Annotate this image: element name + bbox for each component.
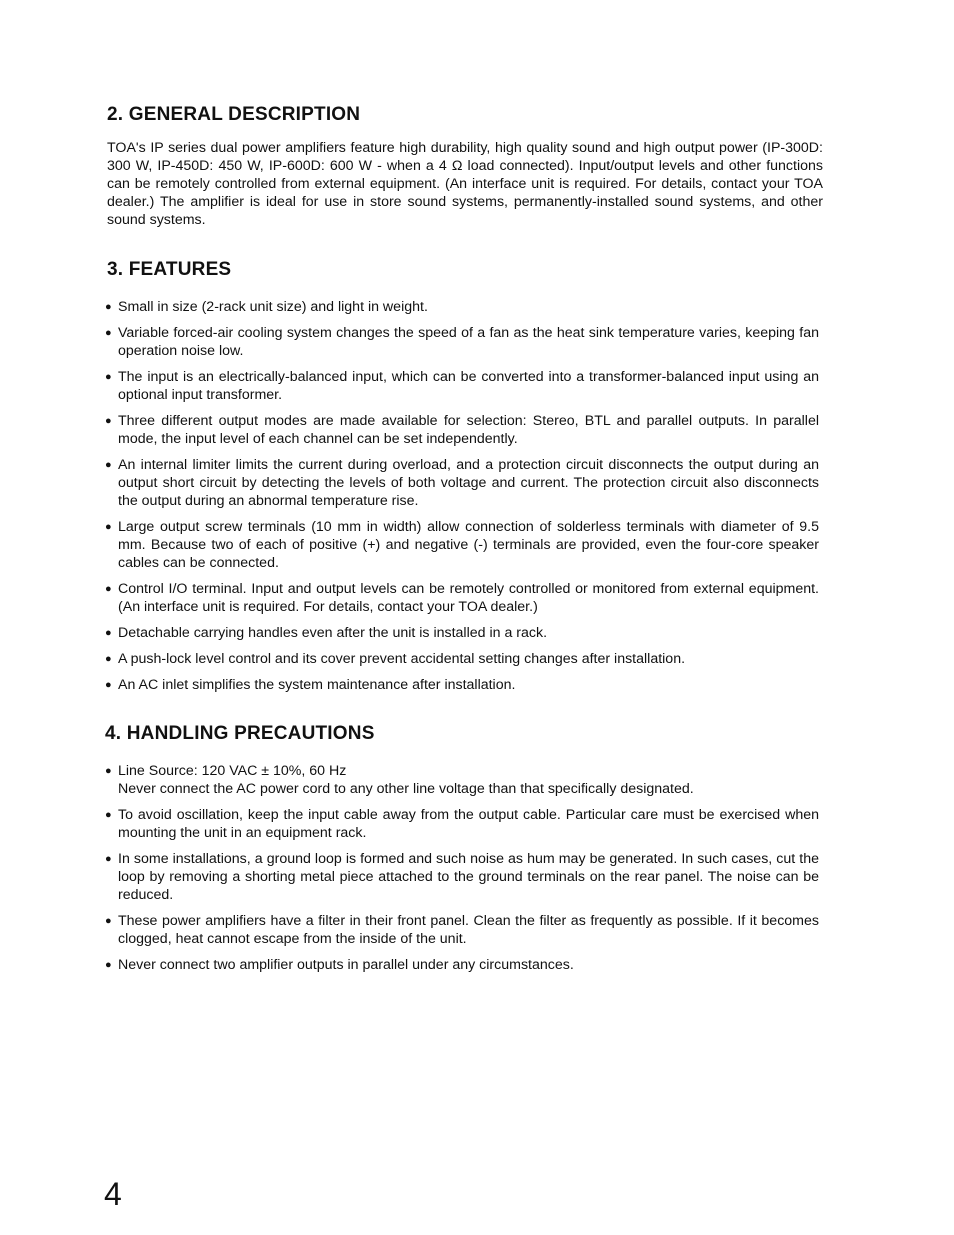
list-item-text: The input is an electrically-balanced input, which can be converted into a transformer-balanced input using an optional input transformer. [118, 369, 819, 403]
list-item [105, 956, 819, 974]
bullet-icon: ● [105, 301, 112, 313]
list-item-text: Three different output modes are made available for selection: Stereo, BTL and parallel outputs. In parallel mode, the input level of each channel can be set independently. [118, 413, 819, 447]
bullet-icon: ● [105, 853, 112, 865]
page-number: 4 [104, 1176, 122, 1212]
list-item-text: Control I/O terminal. Input and output levels can be remotely controlled or monitored from external equipment. (An interface unit is required. For details, contact your TOA dealer.) [118, 581, 819, 615]
list-item [105, 624, 819, 642]
list-item-text: Large output screw terminals (10 mm in width) allow connection of solderless terminals with diameter of 9.5 mm. Because two of each of positive (+) and negative (-) terminals are provided, even the four-core speaker cables can be connected. [118, 519, 819, 571]
bullet-icon: ● [105, 679, 112, 691]
bullet-icon: ● [105, 459, 112, 471]
bullet-icon: ● [105, 521, 112, 533]
section-heading-handling-precautions: 4. HANDLING PRECAUTIONS [105, 723, 375, 744]
list-item [105, 368, 819, 404]
list-item-text: Line Source: 120 VAC ± 10%, 60 Hz [118, 763, 347, 779]
section-heading-features: 3. FEATURES [107, 259, 232, 280]
list-item-note: Never connect the AC power cord to any other line voltage than that specifically designated. [118, 781, 694, 797]
list-item-text: To avoid oscillation, keep the input cable away from the output cable. Particular care must be exercised when mounting the unit in an equipment rack. [118, 807, 819, 841]
list-item [105, 650, 819, 668]
list-item-text: An internal limiter limits the current during overload, and a protection circuit disconnects the output during an output short circuit by detecting the levels of both voltage and current. The protection circuit also disconnects the output during an abnormal temperature rise. [118, 457, 819, 509]
list-item [105, 676, 819, 694]
list-item [105, 298, 819, 316]
list-item [105, 518, 819, 572]
list-item [105, 850, 819, 904]
list-item [105, 324, 819, 360]
list-item-text: An AC inlet simplifies the system maintenance after installation. [118, 677, 516, 693]
bullet-icon: ● [105, 415, 112, 427]
list-item-text: These power amplifiers have a filter in their front panel. Clean the filter as frequently as possible. If it becomes clogged, heat cannot escape from the inside of the unit. [118, 913, 819, 947]
section-heading-general-description: 2. GENERAL DESCRIPTION [107, 104, 361, 125]
list-item-text: In some installations, a ground loop is formed and such noise as hum may be generated. In such cases, cut the loop by removing a shorting metal piece attached to the ground terminals on the rear panel. The noise can be reduced. [118, 851, 819, 903]
list-item [105, 912, 819, 948]
list-item [105, 412, 819, 448]
bullet-icon: ● [105, 627, 112, 639]
features-list [105, 298, 819, 702]
list-item-text: A push-lock level control and its cover prevent accidental setting changes after installation. [118, 651, 686, 667]
list-item [105, 580, 819, 616]
bullet-icon: ● [105, 327, 112, 339]
list-item [105, 806, 819, 842]
general-description-paragraph: TOA's IP series dual power amplifiers feature high durability, high quality sound and high output power (IP-300D: 300 W, IP-450D: 450 W, IP-600D: 600 W - when a 4 Ω load connected). Input/output levels and other functions can be remotely controlled from external equipment. (An interface unit is required. For details, contact your TOA dealer.) The amplifier is ideal for use in store sound systems, permanently-installed sound systems, and other sound systems. [107, 140, 823, 228]
list-item-text: Never connect two amplifier outputs in parallel under any circumstances. [118, 957, 574, 973]
bullet-icon: ● [105, 583, 112, 595]
bullet-icon: ● [105, 809, 112, 821]
bullet-icon: ● [105, 915, 112, 927]
list-item-text: Detachable carrying handles even after the unit is installed in a rack. [118, 625, 548, 641]
handling-precautions-list [105, 762, 819, 982]
list-item-text: Variable forced-air cooling system changes the speed of a fan as the heat sink temperature varies, keeping fan operation noise low. [118, 325, 819, 359]
bullet-icon: ● [105, 959, 112, 971]
list-item [105, 762, 819, 798]
bullet-icon: ● [105, 765, 112, 777]
list-item [105, 456, 819, 510]
bullet-icon: ● [105, 653, 112, 665]
bullet-icon: ● [105, 371, 112, 383]
list-item-text: Small in size (2-rack unit size) and light in weight. [118, 299, 428, 315]
